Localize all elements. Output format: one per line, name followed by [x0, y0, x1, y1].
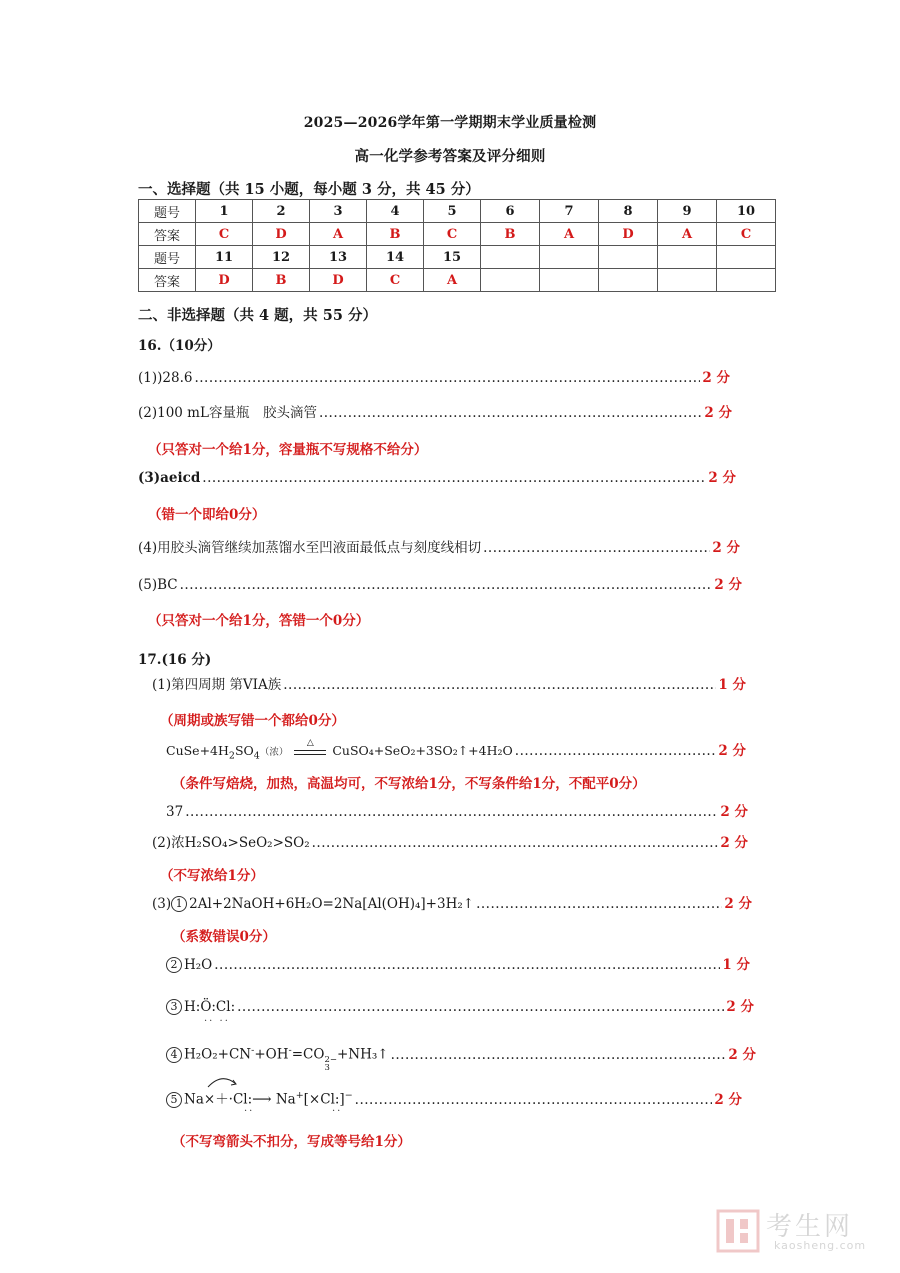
- q17-line-3-2: [166, 955, 750, 975]
- eq-part: H₂O₂+CN: [184, 1046, 252, 1063]
- leader-dots: [180, 575, 713, 595]
- eq-part: =CO: [291, 1046, 325, 1063]
- answer-text: 4 H₂O₂+CN-+OH-=CO 2− 3 +NH₃↑: [166, 1041, 389, 1072]
- q17-note-eq1: （条件写焙烧，加热，高温均可，不写浓给1分，不写条件给1分，不配平0分）: [172, 776, 646, 792]
- empty-cell: [481, 269, 540, 292]
- q17-title: 17.(16 分): [138, 652, 212, 668]
- answer-table: [138, 199, 776, 292]
- circle-number: 2: [166, 957, 182, 973]
- brand-url: kaosheng.com: [774, 1239, 867, 1252]
- num-cell: 9: [658, 200, 717, 223]
- points-label: 2 分: [714, 1091, 742, 1108]
- section1-heading: 一、选择题（共 15 小题，每小题 3 分，共 45 分）: [138, 181, 480, 198]
- equation-rhs: CuSO₄+SeO₂+3SO₂↑+4H₂O: [332, 743, 513, 758]
- leader-dots: [319, 403, 702, 423]
- doc-title: 2025—2026学年第一学期期末学业质量检测: [303, 115, 597, 131]
- ans-cell: A: [424, 269, 481, 292]
- q17-line-1: [152, 675, 746, 695]
- q16-line-5: [138, 575, 742, 595]
- ans-cell: B: [367, 223, 424, 246]
- circle-number: 1: [171, 896, 187, 912]
- q16-line-4: [138, 538, 740, 558]
- label-ans: 答案: [139, 269, 196, 292]
- eq-part: +OH: [254, 1046, 289, 1063]
- equation-text: 2Al+2NaOH+6H₂O=2Na[Al(OH)₄]+3H₂↑: [189, 896, 475, 912]
- ans-cell: A: [540, 223, 599, 246]
- formula-text: H₂O: [184, 957, 213, 973]
- ans-cell: B: [481, 223, 540, 246]
- label-ans: 答案: [139, 223, 196, 246]
- answer-text: (1))28.6: [138, 370, 193, 386]
- num-cell: 11: [196, 246, 253, 269]
- leader-dots: [237, 997, 724, 1017]
- ans-cell: D: [196, 269, 253, 292]
- eq-condition: （浓）: [259, 747, 289, 758]
- points-label: 2 分: [712, 540, 740, 556]
- q17-note-3: （系数错误0分）: [172, 929, 276, 945]
- ans-cell: C: [196, 223, 253, 246]
- leader-dots: [312, 833, 719, 853]
- leader-dots: [483, 538, 710, 558]
- leader-dots: [283, 675, 716, 695]
- eq-sub: 4: [253, 750, 260, 762]
- points-label: 2 分: [718, 743, 746, 759]
- num-cell: 6: [481, 200, 540, 223]
- q17-note-last: （不写弯箭头不扣分，写成等号给1分）: [172, 1134, 411, 1150]
- empty-cell: [599, 246, 658, 269]
- points-label: 1 分: [722, 957, 750, 973]
- num-cell: 7: [540, 200, 599, 223]
- empty-cell: [658, 269, 717, 292]
- curved-arrow-icon: [206, 1076, 240, 1088]
- q16-note-2: （只答对一个给1分，容量瓶不写规格不给分）: [148, 442, 428, 458]
- ans-cell: D: [253, 223, 310, 246]
- num-cell: 8: [599, 200, 658, 223]
- lone-pair-dots: ·· ··: [204, 1016, 230, 1027]
- heat-symbol: △: [306, 738, 314, 748]
- answer-text: [166, 997, 235, 1017]
- label-no: 题号: [139, 200, 196, 223]
- ans-cell: D: [310, 269, 367, 292]
- eq-part: SO: [234, 743, 254, 758]
- eq-part: ＋·Cl:⟶ Na: [215, 1091, 296, 1108]
- brand-name: 考生网: [766, 1212, 854, 1242]
- points-label: 2 分: [708, 470, 736, 486]
- empty-cell: [717, 246, 776, 269]
- points-label: 2 分: [702, 370, 730, 386]
- table-row: [139, 200, 776, 223]
- ans-cell: C: [367, 269, 424, 292]
- answer-text: [166, 955, 212, 975]
- points-label: 2 分: [726, 999, 754, 1015]
- part-prefix: (3): [152, 896, 172, 912]
- answer-text: (2)浓H₂SO₄>SeO₂>SO₂: [152, 835, 310, 851]
- points-label: 2 分: [724, 896, 752, 912]
- q17-line-3-4: [166, 1041, 756, 1073]
- answer-text: 5 Na×＋·Cl:⟶ Na+[×Cl:]−: [166, 1086, 353, 1110]
- ans-cell: A: [658, 223, 717, 246]
- answer-text: (1)第四周期 第VIA族: [152, 677, 282, 693]
- num-cell: 12: [253, 246, 310, 269]
- electron-formula: H:Ö:Cl:: [184, 999, 236, 1015]
- doc-subtitle: 高一化学参考答案及评分细则: [354, 148, 546, 165]
- table-row: [139, 223, 776, 246]
- q16-line-3: [138, 468, 736, 488]
- section2-heading: 二、非选择题（共 4 题，共 55 分）: [138, 307, 377, 324]
- brand-logo-icon: [716, 1209, 760, 1253]
- empty-cell: [540, 269, 599, 292]
- num-cell: 15: [424, 246, 481, 269]
- q16-note-3: （错一个即给0分）: [148, 507, 266, 523]
- q17-line-2: [152, 833, 748, 853]
- q17-note-2: （不写浓给1分）: [160, 868, 264, 884]
- q16-line-1: [138, 368, 730, 388]
- reaction-sign: [288, 738, 332, 755]
- circle-number: 3: [166, 999, 182, 1015]
- num-cell: 13: [310, 246, 367, 269]
- leader-dots: [202, 468, 706, 488]
- lone-pair-dots: ··: [332, 1106, 343, 1117]
- answer-text: (3)aeicd: [138, 470, 201, 486]
- num-cell: 4: [367, 200, 424, 223]
- ans-cell: C: [717, 223, 776, 246]
- leader-dots: [391, 1045, 727, 1065]
- num-cell: 1: [196, 200, 253, 223]
- empty-cell: [540, 246, 599, 269]
- eq-sub: 2: [228, 750, 235, 762]
- ans-cell: D: [599, 223, 658, 246]
- answer-text: [152, 894, 474, 914]
- lone-pair-dots: ··: [244, 1106, 255, 1117]
- q17-line-37: [166, 802, 748, 822]
- answer-text: 37: [166, 804, 184, 820]
- circle-number: 4: [166, 1047, 182, 1063]
- q17-equation-1: [166, 738, 746, 762]
- label-no: 题号: [139, 246, 196, 269]
- table-row: [139, 269, 776, 292]
- answer-text: (5)BC: [138, 577, 178, 593]
- table-row: [139, 246, 776, 269]
- points-label: 2 分: [728, 1046, 756, 1063]
- leader-dots: [194, 368, 700, 388]
- leader-dots: [476, 894, 722, 914]
- q16-line-2: [138, 403, 732, 423]
- eq-part: +NH₃↑: [336, 1046, 389, 1063]
- num-cell: 2: [253, 200, 310, 223]
- num-cell: 5: [424, 200, 481, 223]
- empty-cell: [658, 246, 717, 269]
- points-label: 2 分: [720, 804, 748, 820]
- leader-dots: [355, 1090, 713, 1110]
- num-cell: 3: [310, 200, 367, 223]
- ans-cell: A: [310, 223, 367, 246]
- ans-cell: B: [253, 269, 310, 292]
- ans-cell: C: [424, 223, 481, 246]
- eq-part: CuSe+4H: [166, 743, 229, 758]
- eq-part: [×Cl:]: [303, 1091, 345, 1108]
- leader-dots: [185, 802, 718, 822]
- points-label: 1 分: [718, 677, 746, 693]
- q17-line-3-1: [152, 894, 752, 914]
- points-label: 2 分: [704, 405, 732, 421]
- leader-dots: [515, 741, 717, 761]
- leader-dots: [214, 955, 720, 975]
- empty-cell: [599, 269, 658, 292]
- watermark: [716, 1206, 882, 1256]
- q16-title: 16.（10分）: [138, 338, 221, 354]
- eq-part: Na×: [184, 1091, 216, 1108]
- q17-line-3-3: [166, 997, 754, 1017]
- circle-number: 5: [166, 1092, 182, 1108]
- q17-line-3-5: [166, 1086, 742, 1106]
- num-cell: 10: [717, 200, 776, 223]
- points-label: 2 分: [714, 577, 742, 593]
- empty-cell: [481, 246, 540, 269]
- equation-lhs: [166, 741, 288, 767]
- q16-note-5: （只答对一个给1分，答错一个0分）: [148, 613, 370, 629]
- answer-text: (2)100 mL容量瓶 胶头滴管: [138, 405, 317, 421]
- points-label: 2 分: [720, 835, 748, 851]
- num-cell: 14: [367, 246, 424, 269]
- empty-cell: [717, 269, 776, 292]
- q17-note-1: （周期或族写错一个都给0分）: [160, 713, 345, 729]
- answer-text: (4)用胶头滴管继续加蒸馏水至凹液面最低点与刻度线相切: [138, 540, 482, 556]
